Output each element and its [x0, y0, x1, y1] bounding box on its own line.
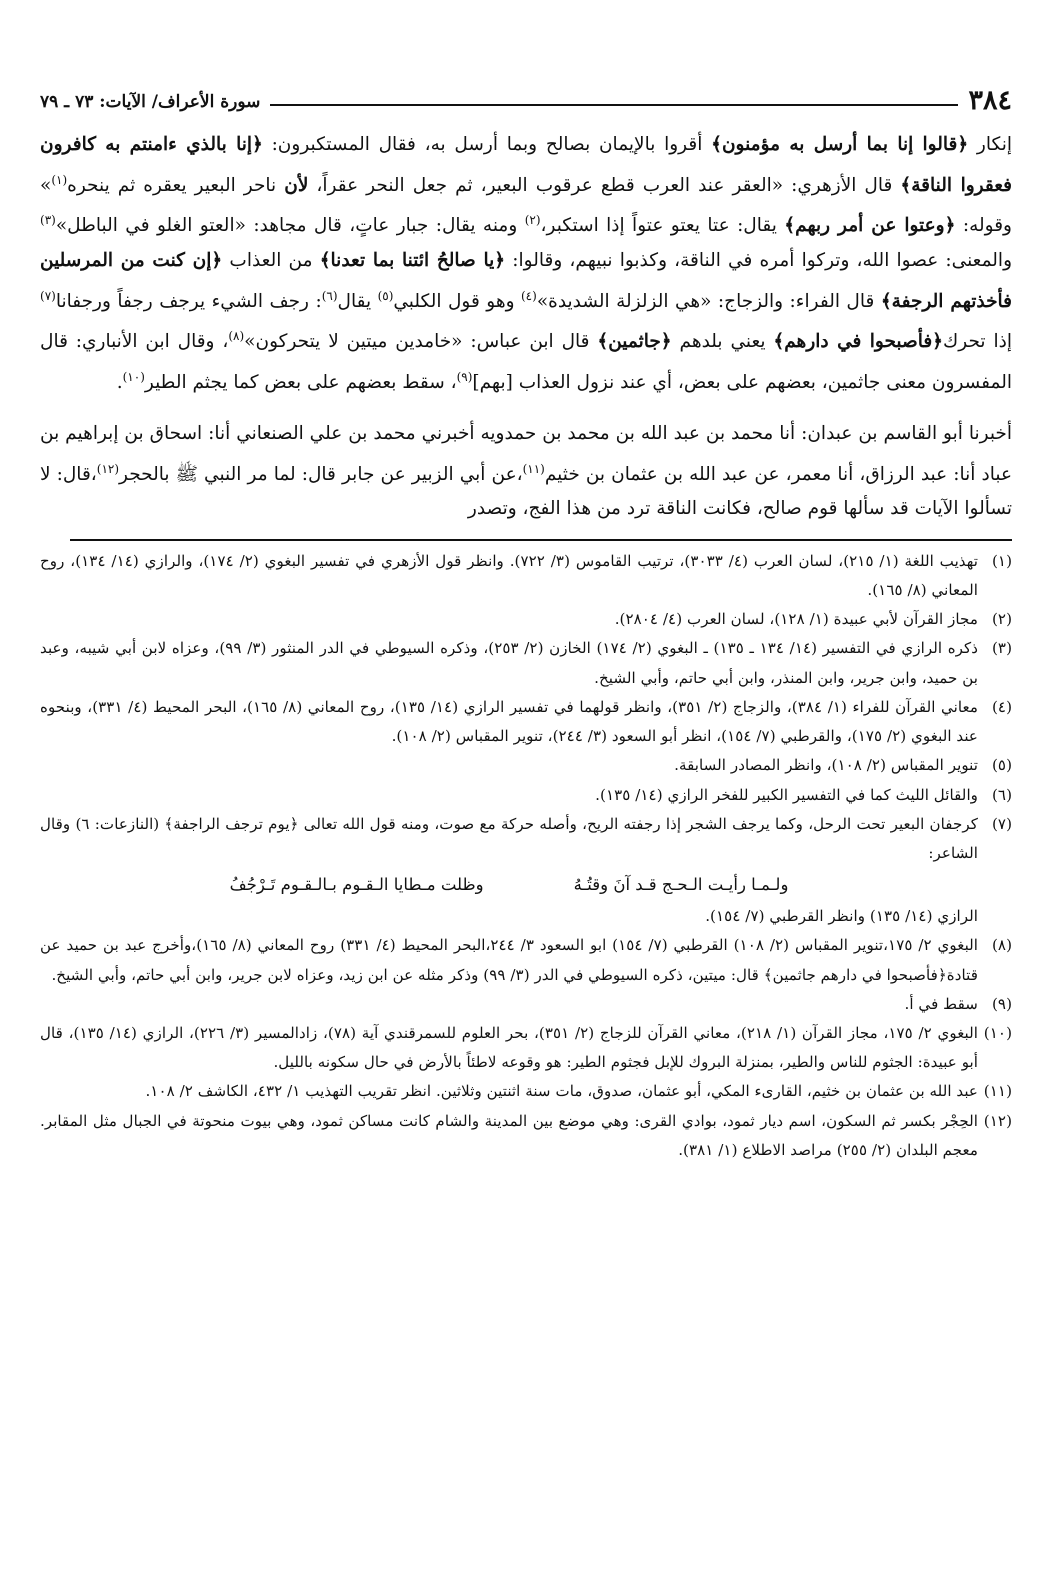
footnote — [40, 810, 1012, 868]
footnote-number: (٢) — [991, 610, 1012, 629]
quran-quote: ﴿إنا بالذي ءامنتم به كافرون فعقروا الناقة﴾ — [40, 134, 1012, 196]
quran-quote: ﴿يا صالحُ ائتنا بما تعدنا﴾ — [319, 250, 506, 272]
text-run: وهو قول الكلبي — [393, 290, 521, 312]
text-run: ،قال: لا تسألوا الآيات قد سألها قوم صالح، فكانت الناقة ترد من هذا الفج، وتصدر — [40, 463, 1012, 520]
footnote — [40, 693, 1012, 751]
page-number: ٣٨٤ — [968, 85, 1012, 116]
footnote — [40, 751, 1012, 780]
text-run: قال الأزهري: «العقر عند العرب قطع عرقوب البعير، ثم جعل النحر عقراً، — [308, 174, 901, 196]
text-run: ومنه يقال: جبار عاتٍ، قال مجاهد: «العتو الغلو في الباطل» — [55, 215, 525, 237]
footnote-text: عبد الله بن عثمان بن خثيم، القارىء المكي، أبو عثمان، صدوق، مات سنة اثنتين وثلاثين. انظر تقريب التهذيب ١/ ٤٣٢، الكاشف ٢/ ١٠٨. — [145, 1082, 978, 1101]
text-run: قال ابن عباس: «خامدين ميتين لا يتحركون» — [244, 331, 598, 353]
footnote-number: (٤) — [991, 697, 1012, 716]
footnote-text: والقائل الليث كما في التفسير الكبير للفخر الرازي (١٤/ ١٣٥). — [595, 785, 978, 804]
footnote-text: البغوي ٢/ ١٧٥، مجاز القرآن (١/ ٢١٨)، معاني القرآن للزجاج (٢/ ٣٥١)، بحر العلوم للسمرقندي آية (٧٨)، زادالمسير (٣/ ٢٢٦)، الرازي (١٤/ ١٣٥)، قال أبو عبيدة: الجثوم للناس والطير، بمنزلة البروك للإبل فجثوم الطير: هو وقوعه لاطئاً بالأرض في حال سكونه بالليل. — [40, 1023, 978, 1072]
page-header — [40, 70, 1012, 114]
footnote-divider — [70, 539, 1012, 541]
footnote-text: ذكره الرازي في التفسير (١٤/ ١٣٤ ـ ١٣٥) ـ البغوي (٢/ ١٧٤) الخازن (٢/ ٢٥٣)، وذكره السيوطي في الدر المنثور (٣/ ٩٩)، وعزاه لابن أبي شيبه، وعبد بن حميد، وابن جرير، وابن المنذر، وابن أبي حاتم، وأبي الشيخ. — [40, 639, 979, 687]
text-run: ناحر البعير يعقره ثم ينحره — [67, 174, 285, 196]
footnote-ref: (٨) — [228, 329, 245, 344]
footnote-ref: (١٢) — [96, 461, 120, 476]
footnote — [40, 931, 1012, 989]
footnote — [40, 1077, 1012, 1106]
header-rule — [270, 104, 958, 106]
footnote — [40, 1107, 1012, 1165]
footnote — [40, 605, 1012, 634]
text-run: إذا تحرك — [943, 331, 1012, 353]
footnote — [40, 781, 1012, 810]
text-run: ، سقط بعضهم على بعض كما يجثم الطير — [144, 372, 457, 394]
footnote — [40, 990, 1012, 1019]
text-run: : رجف الشيء يرجف رجفاً ورجفانا — [55, 290, 322, 312]
footnote — [40, 547, 1012, 605]
text-run: من العذاب — [222, 250, 320, 272]
footnote-ref: (٧) — [40, 288, 56, 303]
text-run: . — [116, 372, 123, 394]
footnote-number: (٧) — [991, 814, 1012, 833]
footnote-number: (١٠) — [983, 1023, 1012, 1042]
footnote-ref: (٥) — [377, 288, 394, 303]
running-head: سورة الأعراف/ الآيات: ٧٣ ـ ٧٩ — [40, 92, 261, 112]
quran-quote: لأن — [284, 174, 309, 196]
footnote-number: (٩) — [991, 994, 1012, 1013]
main-text — [40, 128, 1012, 527]
footnote-ref: (٦) — [321, 288, 338, 303]
footnote-text: تهذيب اللغة (١/ ٢١٥)، لسان العرب (٤/ ٣٠٣٣)، ترتيب القاموس (٣/ ٧٢٢). وانظر قول الأزهري في تفسير البغوي (٢/ ١٧٤)، والرازي (١٤/ ١٣٤)، روح المعاني (٨/ ١٦٥). — [40, 551, 978, 600]
footnotes — [40, 547, 1012, 1165]
quran-quote: ﴿فأصبحوا في دارهم﴾ — [773, 331, 944, 353]
text-run: أقروا بالإيمان بصالح وبما أرسل به، فقال المستكبرون: — [262, 134, 712, 155]
footnote-ref: (١١) — [522, 461, 545, 476]
footnote-text: البغوي ٢/ ١٧٥،تنوير المقباس (٢/ ١٠٨) القرطبي (٧/ ١٥٤) ابو السعود ٣/ ٢٤٤،البحر المحيط (٤/ ٣٣١) روح المعاني (٨/ ١٦٥)،وأخرج عبد بن حميد عن قتادة﴿فأصبحوا في دارهم جاثمين﴾ قال: ميتين، ذكره السيوطي في الدر (٣/ ٩٩) وذكر مثله عن ابن زيد، وعزاه لابن جرير، وابن أبي حاتم، وأبي الشيخ. — [40, 936, 979, 984]
footnote-ref: (٣) — [40, 213, 56, 228]
body-paragraph — [40, 128, 1012, 401]
footnote-text: مجاز القرآن لأبي عبيدة (١/ ١٢٨)، لسان العرب (٤/ ٢٨٠٤). — [614, 610, 978, 629]
footnote-ref: (٩) — [456, 370, 473, 385]
text-run: ،عن أبي الزبير عن جابر قال: لما مر النبي ﷺ بالحجر — [119, 463, 523, 485]
footnote-number: (٥) — [991, 756, 1012, 775]
footnote-number: (٦) — [991, 785, 1012, 804]
footnote-text: تنوير المقباس (٢/ ١٠٨)، وانظر المصادر السابقة. — [674, 756, 978, 775]
footnote-text: معاني القرآن للفراء (١/ ٣٨٤)، والزجاج (٢/ ٣٥١)، وانظر قولهما في تفسير الرازي (١٤/ ١٣٥)، روح المعاني (٨/ ١٦٥)، البحر المحيط (٤/ ٣٣١)، وبنحوه عند البغوي (٢/ ١٧٥)، والقرطبي (٧/ ١٥٤)، انظر أبو السعود (٣/ ٢٤٤)، تنوير المقباس (٢/ ١٠٨). — [40, 697, 978, 746]
footnote-number: (١١) — [983, 1082, 1012, 1101]
footnote-number: (٣) — [991, 639, 1012, 658]
footnote-number: (٨) — [991, 936, 1012, 955]
footnote-number: (١٢) — [983, 1111, 1012, 1130]
text-run: يعني بلدهم — [671, 331, 774, 353]
footnote-ref: (٢) — [524, 213, 541, 228]
text-run: والمعنى: عصوا الله، وتركوا أمره في الناقة، وكذبوا نبيهم، وقالوا: — [505, 250, 1013, 272]
verse-hemistich-2: وظلت مـطايا الـقـوم بـالـقـوم تَـرْجُفُ — [229, 875, 484, 895]
text-run: يقال: عتا يعتو عتواً إذا استكبر، — [540, 215, 785, 237]
quran-quote: ﴿قالوا إنا بما أرسل به مؤمنون﴾ — [711, 134, 969, 155]
text-run: قال الفراء: والزجاج: «هي الزلزلة الشديدة» — [536, 290, 881, 312]
footnote-ref: (١) — [51, 172, 68, 187]
quran-quote: ﴿إن كنت من المرسلين فأخذتهم الرجفة﴾ — [40, 250, 1013, 312]
footnote — [40, 1019, 1012, 1077]
footnote-text: سقط في أ. — [904, 994, 978, 1013]
text-run: » وقوله: — [40, 174, 1012, 237]
text-run: أخبرنا أبو القاسم بن عبدان: أنا محمد بن عبد الله بن محمد بن حمدويه أخبرني محمد بن علي الصنعاني أنا: اسحاق بن إبراهيم بن عباد أنا: عبد الرزاق، أنا معمر، عن عبد الله بن عثمان بن خثيم — [40, 422, 1012, 485]
footnote-number: (١) — [991, 551, 1012, 570]
footnote-ref: (٤) — [520, 288, 537, 303]
verse-hemistich-1: ولـمـا رأيـت الـحـج قـد آنَ وقتُـهُ — [573, 875, 789, 895]
quran-quote: ﴿وعتوا عن أمر ربهم﴾ — [784, 215, 956, 237]
quran-quote: ﴿جاثمين﴾ — [597, 331, 672, 353]
footnote-text: كرجفان البعير تحت الرحل، وكما يرجف الشجر إذا رجفته الريح، وأصله حركة مع صوت، ومنه قول الله تعالى ﴿يوم ترجف الراجفة﴾ (النازعات: ٦) وقال الشاعر: — [40, 814, 978, 862]
footnote-text: الحِجْر بكسر ثم السكون، اسم ديار ثمود، بوادي القرى: وهي موضع بين المدينة والشام كانت مساكن ثمود، وهي بيوت منحوتة في الجبال مثل المقابر. معجم البلدان (٢/ ٢٥٥) مراصد الاطلاع (١/ ٣٨١). — [40, 1111, 978, 1159]
poetry-verse — [40, 868, 978, 902]
text-run: ، وقال ابن الأنباري: قال المفسرون معنى جاثمين، بعضهم على بعض، أي عند نزول العذاب [بهم] — [40, 331, 1012, 394]
body-paragraph — [40, 417, 1012, 527]
text-run: إنكار — [968, 134, 1013, 155]
text-run: يقال — [337, 290, 378, 312]
footnote — [40, 634, 1012, 692]
verse-citation: الرازي (١٤/ ١٣٥) وانظر القرطبي (٧/ ١٥٤). — [705, 907, 978, 926]
footnote-ref: (١٠) — [122, 370, 145, 385]
